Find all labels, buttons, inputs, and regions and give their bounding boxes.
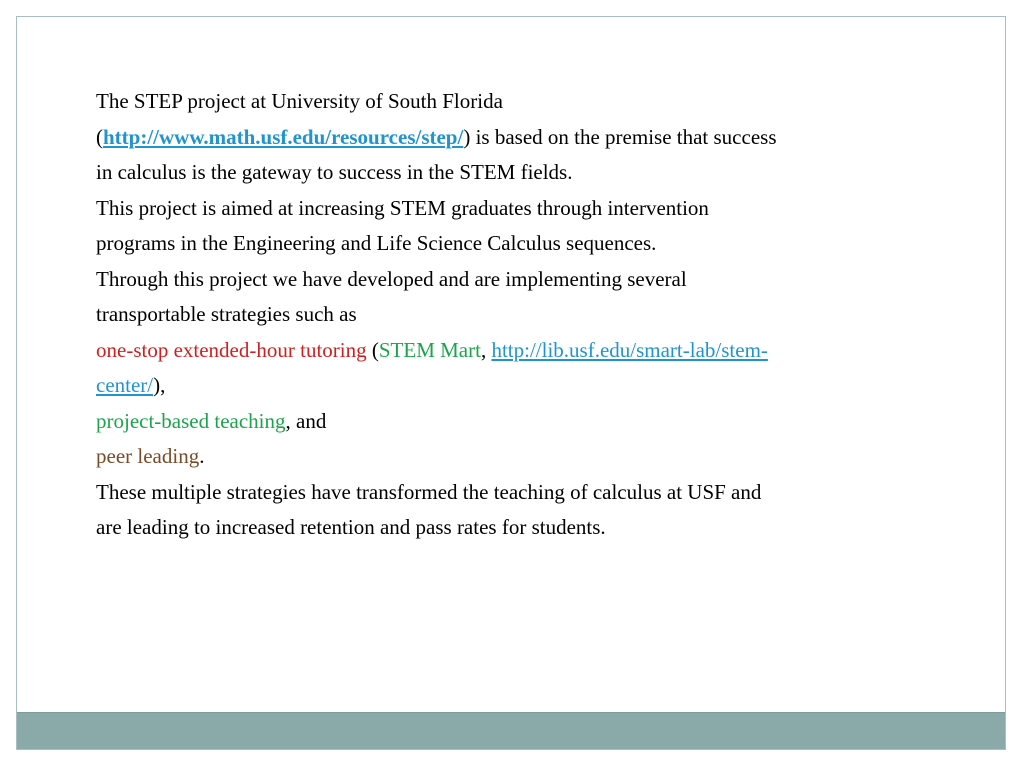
text-line-11	[96, 439, 956, 475]
open-paren: (	[96, 124, 103, 149]
text-line-12	[96, 475, 956, 511]
tutoring-strategy: one-stop extended-hour tutoring	[96, 337, 367, 362]
conclusion-text: These multiple strategies have transformed the teaching of calculus at USF and	[96, 479, 762, 504]
slide	[16, 16, 1006, 750]
text-line-1	[96, 84, 956, 120]
text-line-3	[96, 155, 956, 191]
aim-text-cont: programs in the Engineering and Life Science Calculus sequences.	[96, 231, 657, 255]
text-line-5	[96, 226, 956, 262]
project-based-strategy: project-based teaching	[96, 408, 286, 433]
premise-text-cont: in calculus is the gateway to success in the STEM fields.	[96, 160, 573, 184]
conclusion-text-cont: are leading to increased retention and pass rates for students.	[96, 515, 606, 539]
comma: ,	[480, 337, 492, 362]
text-line-9	[96, 368, 956, 404]
premise-text: ) is based on the premise that success	[463, 124, 777, 149]
text-line-13	[96, 510, 956, 546]
text-line-10	[96, 404, 956, 440]
text-line-6	[96, 262, 956, 298]
and-text: , and	[285, 408, 327, 433]
slide-body-text	[96, 84, 956, 546]
period: .	[199, 444, 205, 468]
strategies-intro-text: Through this project we have developed and are implementing several	[96, 266, 687, 291]
stem-mart-label: STEM Mart	[378, 337, 481, 362]
close-paren: ),	[153, 373, 166, 397]
text-line-4	[96, 191, 956, 227]
footer-bar	[17, 712, 1005, 749]
stem-center-link-part2[interactable]: center/	[96, 373, 154, 397]
text-line-7	[96, 297, 956, 333]
step-project-link[interactable]: http://www.math.usf.edu/resources/step/	[103, 124, 464, 149]
aim-text: This project is aimed at increasing STEM graduates through intervention	[96, 195, 709, 220]
text-line-2	[96, 120, 956, 156]
stem-center-link-part1[interactable]: http://lib.usf.edu/smart-lab/stem-	[491, 337, 768, 362]
intro-text: The STEP project at University of South Florida	[96, 89, 503, 113]
peer-leading-strategy: peer leading	[96, 444, 200, 468]
text-line-8	[96, 333, 956, 369]
open-paren-2: (	[366, 337, 379, 362]
strategies-intro-cont: transportable strategies such as	[96, 302, 357, 326]
